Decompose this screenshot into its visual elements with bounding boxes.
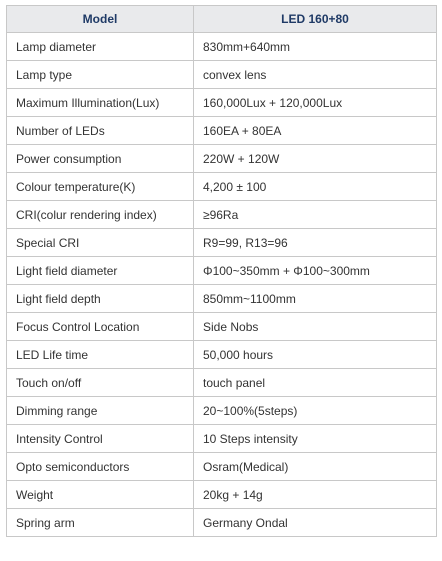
table-row xyxy=(7,313,437,341)
table-row xyxy=(7,453,437,481)
spec-label: Focus Control Location xyxy=(7,313,194,341)
spec-label: Opto semiconductors xyxy=(7,453,194,481)
spec-value: 20kg + 14g xyxy=(194,481,437,509)
table-row xyxy=(7,257,437,285)
table-row xyxy=(7,397,437,425)
spec-label: Light field depth xyxy=(7,285,194,313)
spec-label: Intensity Control xyxy=(7,425,194,453)
spec-label: Colour temperature(K) xyxy=(7,173,194,201)
table-row xyxy=(7,285,437,313)
model-value-cell: LED 160+80 xyxy=(194,6,437,33)
spec-value: 850mm~1100mm xyxy=(194,285,437,313)
spec-value: Osram(Medical) xyxy=(194,453,437,481)
spec-value: Side Nobs xyxy=(194,313,437,341)
spec-label: Number of LEDs xyxy=(7,117,194,145)
spec-label: Lamp type xyxy=(7,61,194,89)
table-row xyxy=(7,481,437,509)
table-row xyxy=(7,229,437,257)
spec-value: Germany Ondal xyxy=(194,509,437,537)
table-row xyxy=(7,201,437,229)
table-row xyxy=(7,117,437,145)
spec-value: touch panel xyxy=(194,369,437,397)
spec-value: ≥96Ra xyxy=(194,201,437,229)
spec-value: 220W + 120W xyxy=(194,145,437,173)
spec-table-header xyxy=(7,6,437,33)
spec-value: 160,000Lux + 120,000Lux xyxy=(194,89,437,117)
spec-value: convex lens xyxy=(194,61,437,89)
spec-table xyxy=(6,5,437,537)
table-row xyxy=(7,341,437,369)
table-row xyxy=(7,509,437,537)
header-row xyxy=(7,6,437,33)
spec-label: Maximum Illumination(Lux) xyxy=(7,89,194,117)
spec-label: Touch on/off xyxy=(7,369,194,397)
spec-value: 20~100%(5steps) xyxy=(194,397,437,425)
model-label-cell: Model xyxy=(7,6,194,33)
table-row xyxy=(7,425,437,453)
spec-label: Weight xyxy=(7,481,194,509)
spec-value: 160EA + 80EA xyxy=(194,117,437,145)
table-row xyxy=(7,33,437,61)
spec-label: Lamp diameter xyxy=(7,33,194,61)
table-row xyxy=(7,369,437,397)
spec-label: Power consumption xyxy=(7,145,194,173)
table-row xyxy=(7,173,437,201)
spec-label: CRI(colur rendering index) xyxy=(7,201,194,229)
table-row xyxy=(7,89,437,117)
spec-table-body xyxy=(7,33,437,537)
table-row xyxy=(7,61,437,89)
spec-label: Light field diameter xyxy=(7,257,194,285)
spec-label: Special CRI xyxy=(7,229,194,257)
spec-label: Dimming range xyxy=(7,397,194,425)
spec-value: 10 Steps intensity xyxy=(194,425,437,453)
spec-value: 4,200 ± 100 xyxy=(194,173,437,201)
spec-value: 50,000 hours xyxy=(194,341,437,369)
spec-label: Spring arm xyxy=(7,509,194,537)
spec-label: LED Life time xyxy=(7,341,194,369)
table-row xyxy=(7,145,437,173)
spec-value: 830mm+640mm xyxy=(194,33,437,61)
spec-value: R9=99, R13=96 xyxy=(194,229,437,257)
spec-value: Φ100~350mm + Φ100~300mm xyxy=(194,257,437,285)
